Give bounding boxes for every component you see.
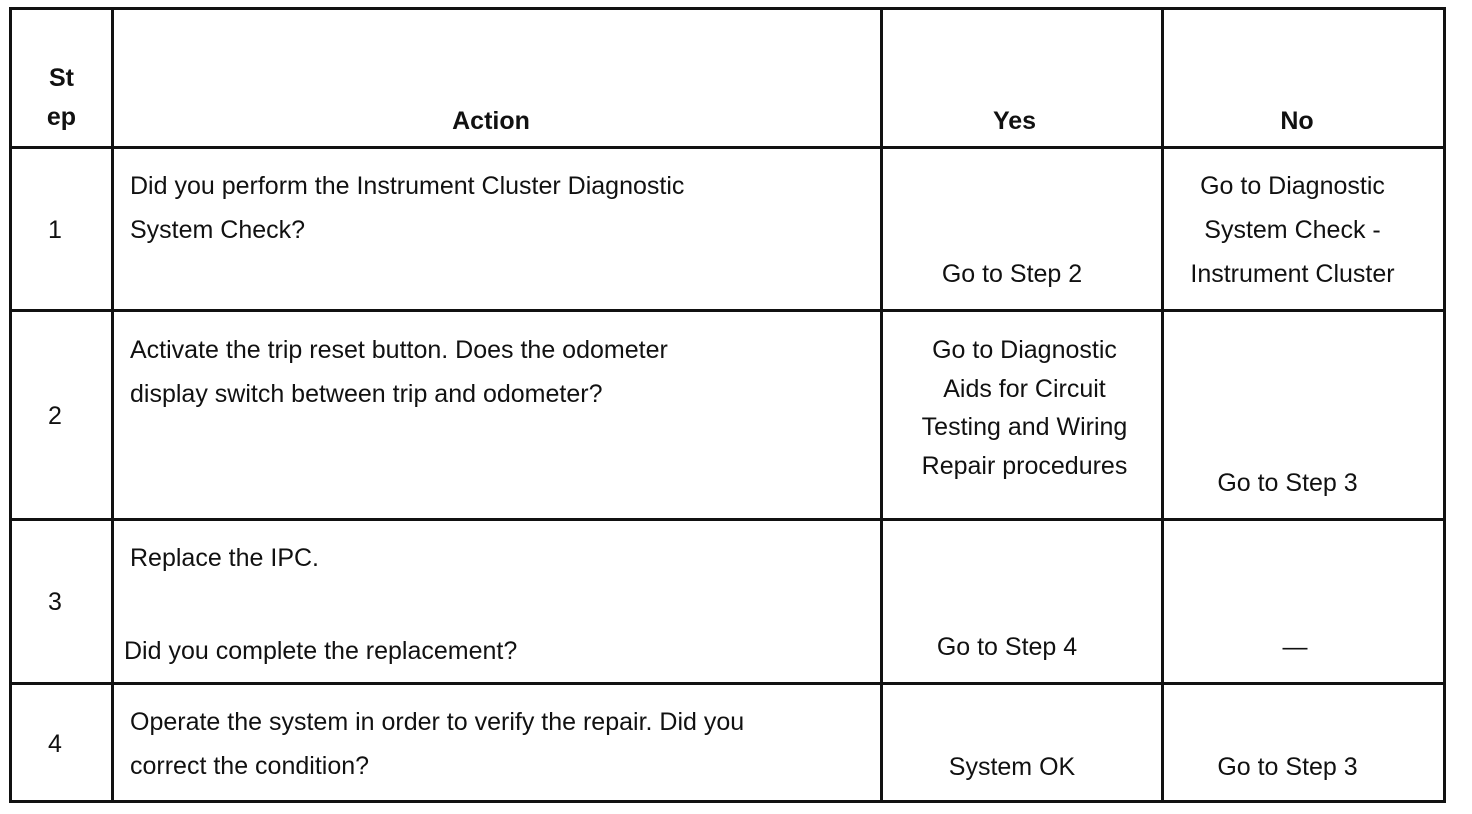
action-text: Replace the IPC. [130, 544, 319, 572]
header-action: Action [452, 107, 530, 135]
diagnostic-table [9, 7, 1446, 803]
step-number: 4 [48, 730, 62, 758]
header-yes: Yes [992, 107, 1037, 135]
step-number: 1 [48, 216, 62, 244]
yes-result: Go to Step 2 [941, 260, 1083, 288]
no-result: Go to Step 3 [1217, 469, 1358, 497]
no-result: Go to Diagnostic System Check - Instrument Cluster [1190, 172, 1395, 288]
step-number: 2 [48, 402, 62, 430]
table-border-right [1443, 7, 1446, 803]
yes-result: System OK [948, 753, 1076, 781]
step-number: 3 [48, 588, 62, 616]
header-step: St ep [46, 64, 77, 131]
header-divider [9, 146, 1446, 149]
row-divider [9, 518, 1446, 521]
action-text: Operate the system in order to verify the repair. Did you correct the condition? [130, 708, 745, 780]
yes-result: Go to Step 4 [936, 633, 1078, 661]
action-text: Activate the trip reset button. Does the odometer display switch between trip and odometer? [130, 336, 668, 408]
table-border-top [9, 7, 1446, 10]
table-border-bottom [9, 800, 1446, 803]
yes-result: Go to Diagnostic Aids for Circuit Testing and Wiring Repair procedures [921, 336, 1128, 480]
action-question: Did you complete the replacement? [124, 637, 518, 665]
no-result: Go to Step 3 [1217, 753, 1358, 781]
row-divider [9, 309, 1446, 312]
no-result: — [1282, 633, 1308, 661]
row-divider [9, 682, 1446, 685]
header-no: No [1280, 107, 1314, 135]
action-text: Did you perform the Instrument Cluster Diagnostic System Check? [130, 172, 685, 244]
